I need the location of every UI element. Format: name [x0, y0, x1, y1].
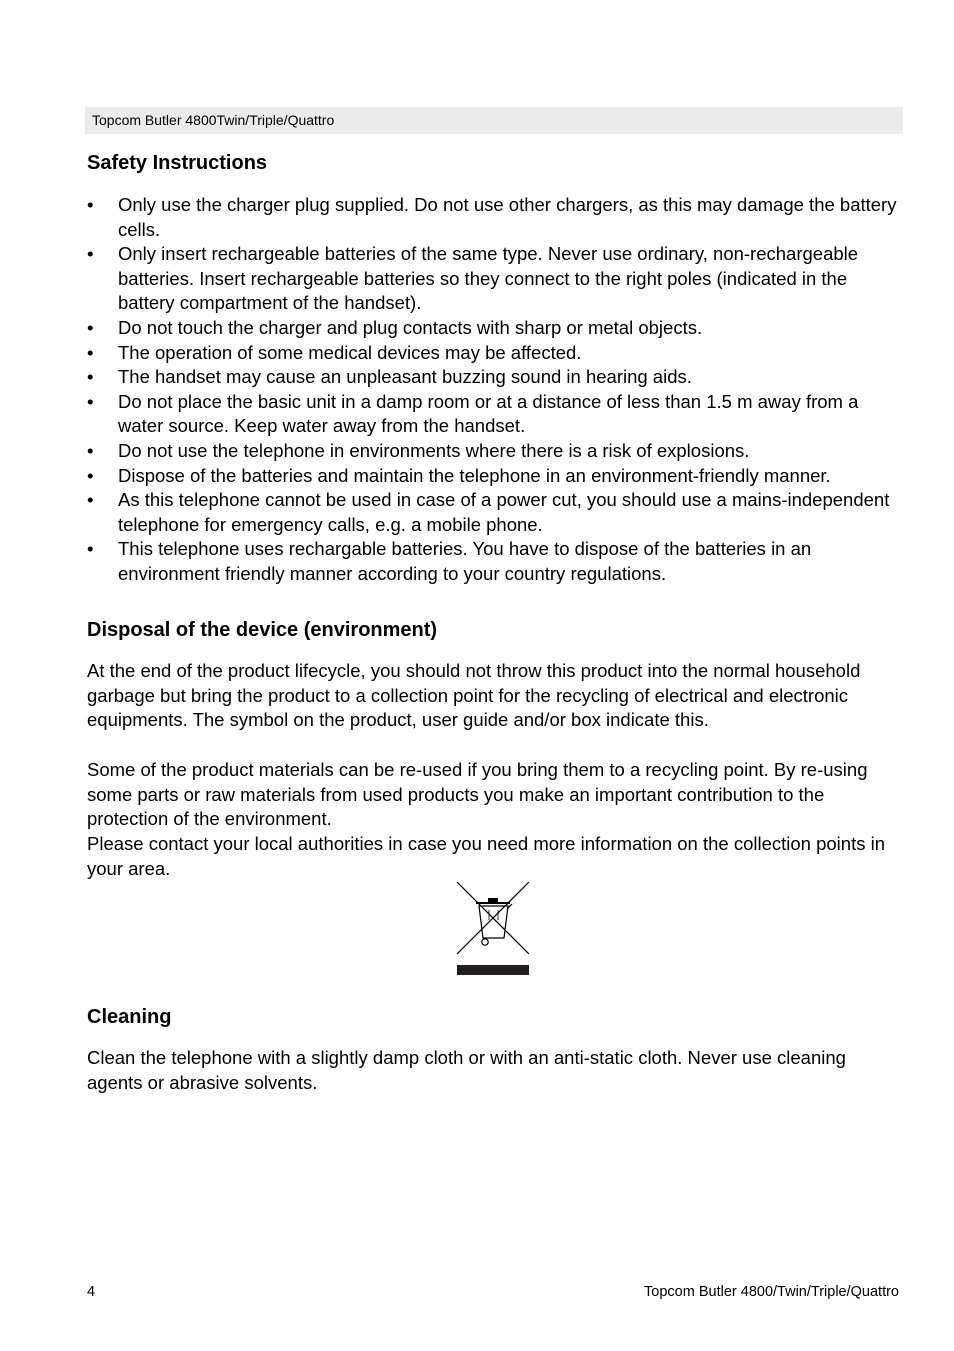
list-item-text: Do not place the basic unit in a damp room or at a distance of less than 1.5 m away from a water source. Keep water away from the handset. [118, 390, 859, 437]
page-number: 4 [87, 1284, 96, 1300]
list-item [87, 488, 902, 537]
list-item [87, 242, 902, 316]
bullet: • [87, 243, 94, 265]
footer-title: Topcom Butler 4800/Twin/Triple/Quattro [644, 1284, 899, 1300]
cleaning-paragraph: Clean the telephone with a slightly damp cloth or with an anti-static cloth. Never use cleaning agents or abrasive solvents. [87, 1047, 846, 1093]
bullet: • [87, 390, 94, 412]
bullet: • [87, 194, 94, 215]
list-item [87, 316, 902, 341]
list-item-text: Only use the charger plug supplied. Do not use other chargers, as this may damage the battery cells. [118, 194, 897, 240]
safety-instructions-heading: Safety Instructions [87, 152, 268, 174]
running-header [85, 107, 903, 134]
list-item [87, 390, 902, 439]
list-item [87, 439, 902, 464]
disposal-paragraph-lifecycle: At the end of the product lifecycle, you should not throw this product into the normal household garbage but bring the product to a collection point for the recycling of electrical and electronic equipments. The symbol on the product, user guide and/or box indicate this. [87, 660, 861, 731]
cleaning-heading: Cleaning [87, 1006, 172, 1028]
list-item-text: The handset may cause an unpleasant buzzing sound in hearing aids. [118, 366, 692, 388]
list-item-text: Do not use the telephone in environments where there is a risk of explosions. [118, 439, 750, 461]
list-item-text: Only insert rechargeable batteries of the same type. Never use ordinary, non-rechargeable batteries. Insert rechargeable batteries so they connect to the right poles (indicated in the battery compartment of the handset). [118, 243, 859, 314]
list-item [87, 464, 902, 489]
bullet: • [87, 341, 94, 363]
list-item-text: Dispose of the batteries and maintain the telephone in an environment-friendly manner. [118, 464, 831, 486]
bullet: • [87, 366, 94, 388]
list-item [87, 193, 902, 242]
bullet: • [87, 464, 94, 486]
list-item-text: This telephone uses rechargable batteries. You have to dispose of the batteries in an environment friendly manner according to your country regulations. [118, 538, 812, 584]
bullet: • [87, 316, 94, 338]
list-item [87, 537, 902, 586]
disposal-heading: Disposal of the device (environment) [87, 619, 438, 641]
bullet: • [87, 439, 94, 461]
disposal-paragraph-contact: Please contact your local authorities in case you need more information on the collection points in your area. [87, 833, 886, 879]
bullet: • [87, 489, 94, 511]
safety-instructions-list [87, 193, 902, 587]
disposal-paragraph-reuse: Some of the product materials can be re-used if you bring them to a recycling point. By re-using some parts or raw materials from used products you make an important contribution to the protection of the environment. [87, 759, 868, 830]
list-item-text: Do not touch the charger and plug contacts with sharp or metal objects. [118, 316, 703, 338]
header-title: Topcom Butler 4800Twin/Triple/Quattro [92, 112, 335, 128]
list-item-text: The operation of some medical devices may be affected. [118, 341, 582, 363]
list-item [87, 365, 902, 390]
crossed-out-wheeled-bin-icon [455, 880, 531, 976]
list-item-text: As this telephone cannot be used in case of a power cut, you should use a mains-independent telephone for emergency calls, e.g. a mobile phone. [118, 489, 890, 535]
bullet: • [87, 538, 94, 560]
list-item [87, 341, 902, 366]
